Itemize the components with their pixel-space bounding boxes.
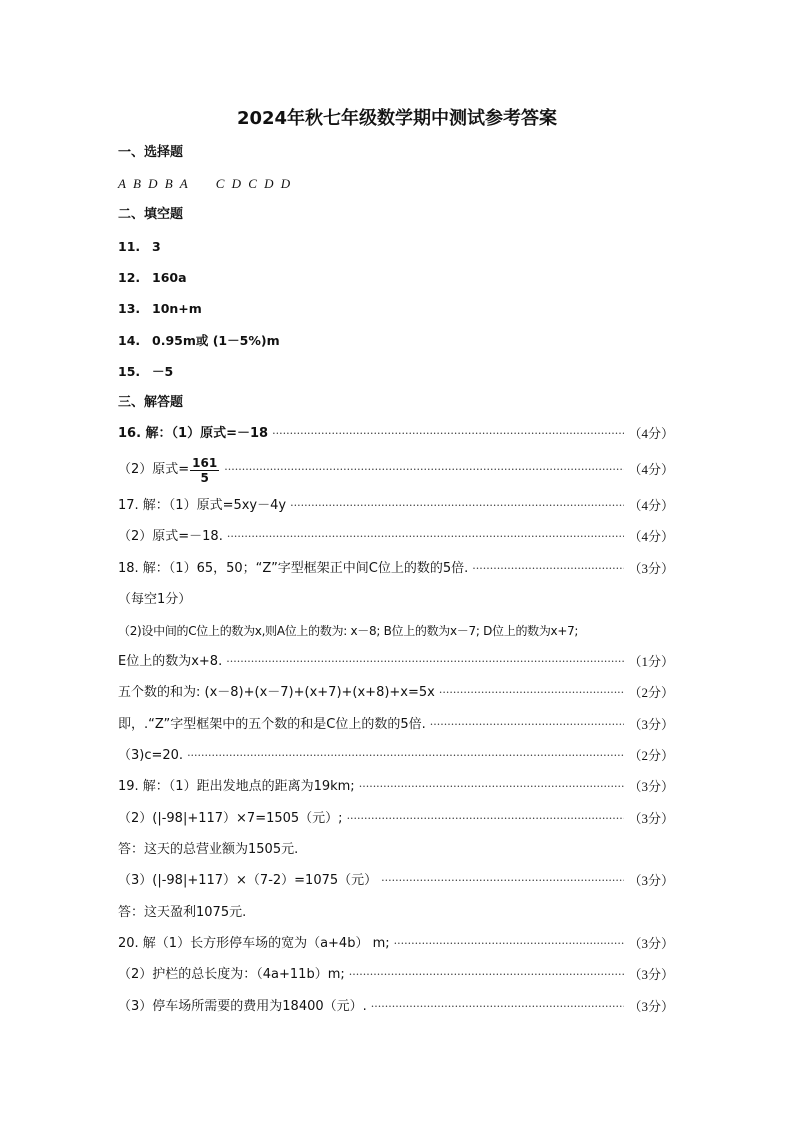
page-title: 2024年秋七年级数学期中测试参考答案 [236,108,558,129]
choice-answers-6-10: C D C D D [215,176,293,191]
score-label: （3分） [628,999,674,1014]
score-label: （3分） [628,873,674,888]
section-heading-choice: 一、选择题 [118,145,184,160]
leader-dots [272,423,624,445]
q18-part3-text: （3)c=20. [118,748,184,763]
item-number: 14. [118,333,141,348]
score-label: （3分） [628,811,674,826]
q20-part3 [118,996,674,1018]
score-label: （4分） [628,529,674,544]
section-heading-solutions: 三、解答题 [118,395,184,410]
q16-part1-text: 16. 解：（1）原式=－18 [118,426,269,441]
item-answer: 3 [152,239,161,254]
q18-sum-line [118,682,674,704]
leader-dots [371,996,625,1018]
item-number: 15. [118,364,141,379]
leader-dots [430,714,625,736]
score-label: （4分） [628,426,674,441]
leader-dots [394,933,625,955]
score-label: （1分） [628,654,674,669]
fill-item-12 [118,267,674,289]
leader-dots [439,682,625,704]
score-label: （3分） [628,936,674,951]
q20-part1 [118,933,674,955]
q18-part3 [118,745,674,767]
item-answer: 0.95m或 (1－5%)m [152,333,280,348]
score-label: （3分） [628,561,674,576]
choice-answers-1-5: A B D B A [118,176,190,191]
q18-part1 [118,558,674,580]
choice-answers-row [118,173,674,195]
leader-dots [472,558,624,580]
score-label: （4分） [628,462,674,477]
fill-item-13 [118,298,674,320]
q18-conclusion [118,714,674,736]
item-number: 11. [118,239,141,254]
q18-part2-line2 [118,651,674,673]
fill-item-15 [118,361,674,383]
q18-conclusion-text: 即，.“Z”字型框架中的五个数的和是C位上的数的5倍. [118,717,426,732]
q19-answer2 [118,902,674,924]
score-label: （3分） [628,717,674,732]
q18-part2-text: （2)设中间的C位上的数为x,则A位上的数为: x－8; B位上的数为x－7; D位上的数为x+7; [118,624,579,638]
q17-part1-text: 17. 解：（1）原式=5xy－4y [118,498,287,513]
leader-dots [226,651,624,673]
q18-note-text: （每空1分） [118,592,192,607]
q18-note [118,589,674,611]
q16-part2-text: （2）原式= [118,462,190,477]
q19-answer1 [118,839,674,861]
leader-dots [349,964,625,986]
score-label: （2分） [628,685,674,700]
q19-part1-text: 19. 解：（1）距出发地点的距离为19km; [118,779,355,794]
item-answer: 160a [152,270,187,285]
q19-answer2-text: 答：这天盈利1075元. [118,905,247,920]
q19-part2-text: （2）(|-98|+117）×7=1505（元）; [118,811,343,826]
q20-part3-text: （3）停车场所需要的费用为18400（元）. [118,999,367,1014]
q20-part1-text: 20. 解（1）长方形停车场的宽为（a+4b） m; [118,936,390,951]
q20-part2 [118,964,674,986]
score-label: （3分） [628,967,674,982]
q19-part1 [118,776,674,798]
leader-dots [290,495,624,517]
q18-sum-text: 五个数的和为: (x－8)+(x－7)+(x+7)+(x+8)+x=5x [118,685,435,700]
leader-dots [227,526,625,548]
q16-part2 [118,453,674,487]
fraction [190,456,219,485]
score-label: （2分） [628,748,674,763]
q20-part2-text: （2）护栏的总长度为：（4a+11b）m; [118,967,345,982]
item-number: 12. [118,270,141,285]
leader-dots [187,745,624,767]
q17-part2-text: （2）原式=－18. [118,529,223,544]
q19-part3 [118,870,674,892]
q17-part2 [118,526,674,548]
score-label: （4分） [628,498,674,513]
leader-dots [359,776,625,798]
q19-part2 [118,808,674,830]
item-answer: －5 [152,364,174,379]
q17-part1 [118,495,674,517]
leader-dots [224,459,624,481]
q18-part2-line1 [118,620,674,642]
section-heading-fill: 二、填空题 [118,207,184,222]
q16-part1 [118,423,674,445]
q19-answer1-text: 答：这天的总营业额为1505元. [118,842,299,857]
fill-item-14 [118,330,674,352]
fraction-numerator: 161 [192,455,218,470]
fill-item-11 [118,236,674,258]
q18-part2-text-cont: E位上的数为x+8. [118,654,223,669]
item-answer: 10n+m [152,301,202,316]
fraction-denominator: 5 [200,470,209,485]
q18-part1-text: 18. 解：（1）65，50；“Z”字型框架正中间C位上的数的5倍. [118,561,469,576]
leader-dots [381,870,624,892]
item-number: 13. [118,301,141,316]
q19-part3-text: （3）(|-98|+117）×（7-2）=1075（元） [118,873,378,888]
leader-dots [347,808,625,830]
score-label: （3分） [628,779,674,794]
